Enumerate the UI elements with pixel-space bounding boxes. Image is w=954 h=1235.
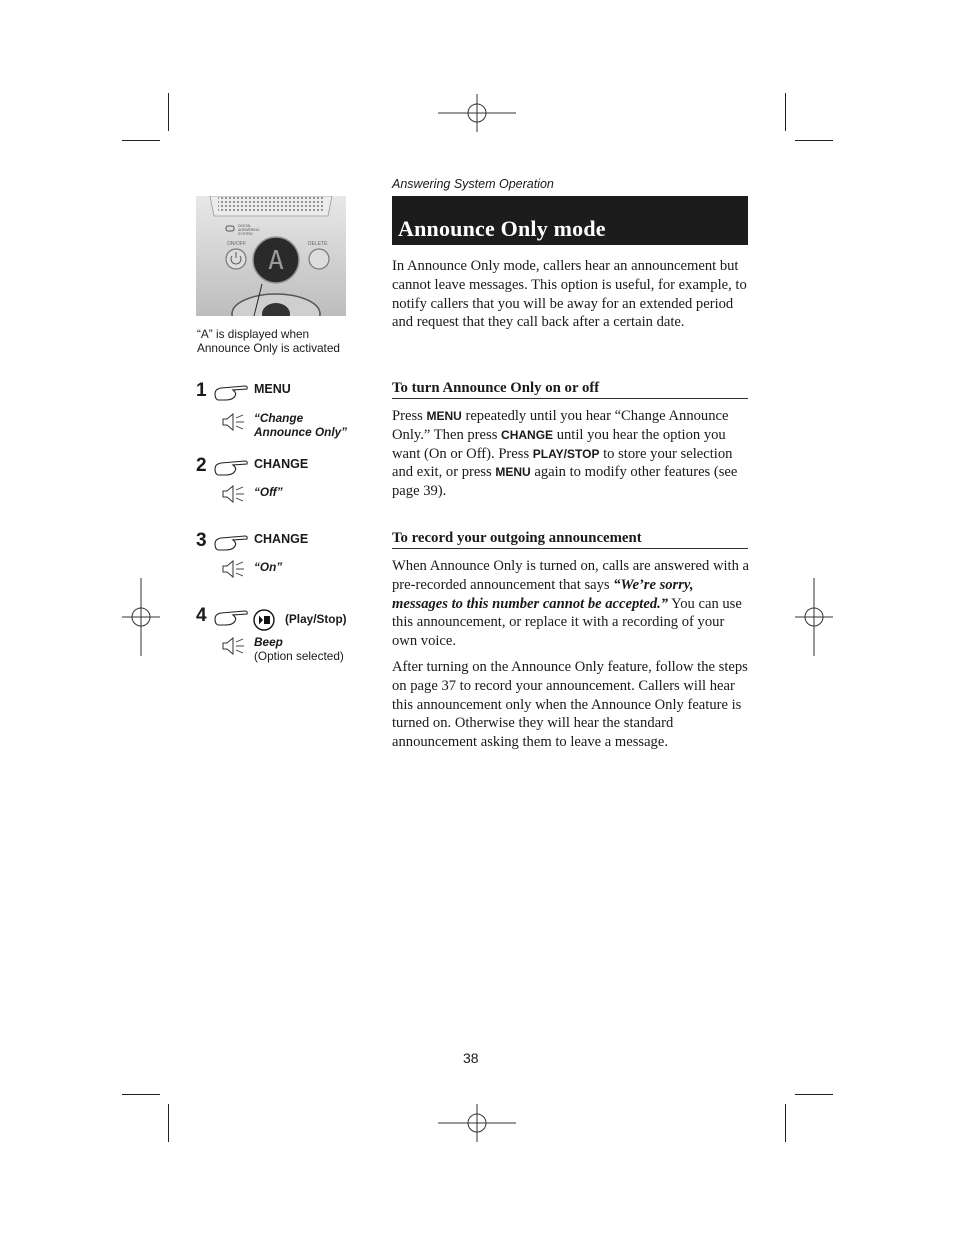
photo-caption: “A” is displayed when Announce Only is activated <box>197 327 340 355</box>
crop-mark <box>785 1104 786 1142</box>
record-paragraph-1: When Announce Only is turned on, calls are answered with a pre-recorded announcement that says “We’re sorry, messages to this number cannot be accepted.” You can use this announcement, or replace it with a recording of your own voice. <box>392 558 750 650</box>
step-number: 1 <box>196 380 207 401</box>
step-key: CHANGE <box>254 457 309 471</box>
svg-text:DELETE: DELETE <box>308 241 328 247</box>
page-title: Announce Only mode <box>398 216 606 241</box>
step-number: 4 <box>196 605 207 626</box>
crop-mark <box>122 1094 160 1095</box>
svg-text:ANSWERING: ANSWERING <box>238 228 260 232</box>
play-stop-icon <box>253 609 275 631</box>
svg-text:SYSTEM: SYSTEM <box>238 232 253 236</box>
speaker-icon <box>222 636 246 656</box>
intro-paragraph: In Announce Only mode, callers hear an announcement but cannot leave messages. This option is useful, for example, to notify callers that you will be away for an extended period and request that they call back after a certain date. <box>392 258 747 331</box>
registration-mark-top <box>438 94 516 132</box>
voice-prompt: “On” <box>254 560 283 574</box>
toggle-heading: To turn Announce Only on or off <box>392 380 748 399</box>
record-heading: To record your outgoing announcement <box>392 530 748 549</box>
hand-press-icon <box>213 534 249 552</box>
step-note: (Option selected) <box>254 649 344 663</box>
menu-key-label: MENU <box>495 465 531 480</box>
speaker-icon <box>222 484 246 504</box>
crop-mark <box>795 1094 833 1095</box>
step-key: (Play/Stop) <box>285 612 347 626</box>
voice-prompt: “Change Announce Only” <box>254 411 348 439</box>
crop-mark <box>795 140 833 141</box>
registration-mark-right <box>795 578 833 656</box>
record-paragraph-2: After turning on the Announce Only feature, follow the steps on page 37 to record your announcement. Callers will hear this announcement only when the Announce Only feature is turned on. Otherwise they will hear the standard announcement asking them to leave a message. <box>392 659 748 751</box>
voice-prompt: Beep <box>254 635 283 649</box>
toggle-paragraph: Press MENU repeatedly until you hear “Change Announce Only.” Then press CHANGE until you hear the option you want (On or Off). Press PLAY/STOP to store your selection and exit, or press MENU again to modify other features (see page 39). <box>392 408 738 500</box>
step-number: 2 <box>196 455 207 476</box>
play-stop-key-label: PLAY/STOP <box>532 446 600 461</box>
change-key-label: CHANGE <box>501 427 554 442</box>
step-number: 3 <box>196 530 207 551</box>
svg-text:DIGITAL: DIGITAL <box>238 224 252 228</box>
speaker-icon <box>222 559 246 579</box>
step-key: CHANGE <box>254 532 309 546</box>
announcement-quote: “We’re sorry, messages to this number cannot be accepted.” <box>392 576 694 612</box>
hand-press-icon <box>213 384 249 402</box>
step-key: MENU <box>254 382 291 396</box>
hand-press-icon <box>213 459 249 477</box>
crop-mark <box>168 93 169 131</box>
crop-mark <box>122 140 160 141</box>
answering-machine-photo <box>196 196 346 316</box>
registration-mark-left <box>122 578 160 656</box>
crop-mark <box>168 1104 169 1142</box>
registration-mark-bottom <box>438 1104 516 1142</box>
crop-mark <box>785 93 786 131</box>
speaker-icon <box>222 412 246 432</box>
steps-list <box>196 378 366 678</box>
menu-key-label: MENU <box>426 409 462 423</box>
svg-text:ON/OFF: ON/OFF <box>227 241 246 247</box>
page-number: 38 <box>463 1050 479 1066</box>
section-label: Answering System Operation <box>392 177 554 191</box>
svg-text:A: A <box>268 246 284 276</box>
voice-prompt: “Off” <box>254 485 283 499</box>
hand-press-icon <box>213 609 249 627</box>
